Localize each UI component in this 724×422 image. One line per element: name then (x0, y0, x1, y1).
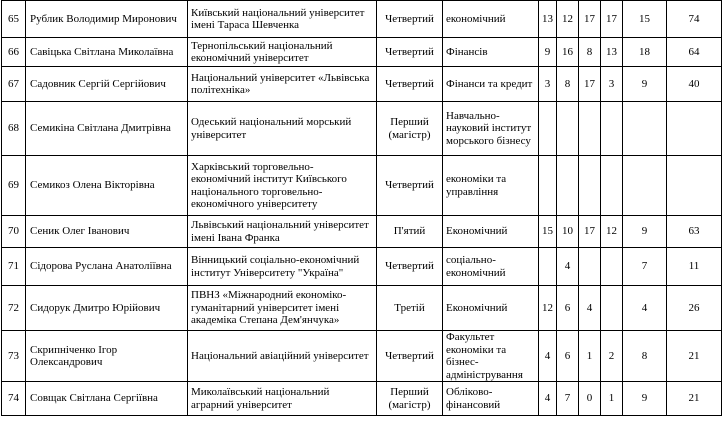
score-4: 13 (601, 38, 623, 67)
participant-name: Савіцька Світлана Миколаївна (26, 38, 188, 67)
row-number: 67 (2, 67, 26, 102)
score-2 (557, 156, 579, 216)
university: Харківський торговельно-економічний інститут Київського національного торговельно-економічного університету (188, 156, 377, 216)
participant-name: Скрипніченко Ігор Олександрович (26, 331, 188, 382)
table-row (2, 67, 722, 102)
score-5: 9 (623, 67, 667, 102)
score-2: 6 (557, 286, 579, 331)
score-1: 4 (539, 382, 557, 416)
university: Київський національний університет імені Тараса Шевченка (188, 1, 377, 38)
score-5: 15 (623, 1, 667, 38)
row-number: 68 (2, 102, 26, 156)
row-number: 70 (2, 216, 26, 248)
score-5: 4 (623, 286, 667, 331)
score-4 (601, 248, 623, 286)
university: Вінницький соціально-економічний інститут Університету "Україна" (188, 248, 377, 286)
faculty: соціально-економічний (443, 248, 539, 286)
row-number: 65 (2, 1, 26, 38)
score-4 (601, 156, 623, 216)
total-score (667, 102, 722, 156)
total-score: 21 (667, 331, 722, 382)
row-number: 72 (2, 286, 26, 331)
table-row (2, 216, 722, 248)
table-row (2, 38, 722, 67)
table-row (2, 286, 722, 331)
score-5: 9 (623, 216, 667, 248)
faculty: Фінанси та кредит (443, 67, 539, 102)
score-4: 3 (601, 67, 623, 102)
faculty: Обліково-фінансовий (443, 382, 539, 416)
score-2: 12 (557, 1, 579, 38)
faculty: Економічний (443, 216, 539, 248)
score-1: 13 (539, 1, 557, 38)
total-score: 64 (667, 38, 722, 67)
table-row (2, 1, 722, 38)
score-2: 8 (557, 67, 579, 102)
score-3 (579, 248, 601, 286)
score-3: 4 (579, 286, 601, 331)
table-row (2, 102, 722, 156)
participant-name: Семикіна Світлана Дмитрівна (26, 102, 188, 156)
score-5: 18 (623, 38, 667, 67)
score-5: 7 (623, 248, 667, 286)
score-5 (623, 102, 667, 156)
score-3 (579, 156, 601, 216)
score-1: 3 (539, 67, 557, 102)
participant-name: Совщак Світлана Сергіївна (26, 382, 188, 416)
row-number: 74 (2, 382, 26, 416)
faculty: економіки та управління (443, 156, 539, 216)
table-row (2, 248, 722, 286)
score-5: 8 (623, 331, 667, 382)
faculty: Навчально-науковий інститут морського бізнесу (443, 102, 539, 156)
table-row (2, 156, 722, 216)
row-number: 73 (2, 331, 26, 382)
total-score: 63 (667, 216, 722, 248)
score-3: 1 (579, 331, 601, 382)
table-row (2, 382, 722, 416)
university: Тернопільський національний економічний університет (188, 38, 377, 67)
course: Третій (377, 286, 443, 331)
table-row (2, 331, 722, 382)
score-3: 17 (579, 67, 601, 102)
course: Четвертий (377, 331, 443, 382)
row-number: 66 (2, 38, 26, 67)
score-2: 7 (557, 382, 579, 416)
participant-name: Семикоз Олена Вікторівна (26, 156, 188, 216)
course: П'ятий (377, 216, 443, 248)
total-score: 21 (667, 382, 722, 416)
score-1: 12 (539, 286, 557, 331)
course: Четвертий (377, 1, 443, 38)
score-1 (539, 248, 557, 286)
participant-name: Сеник Олег Іванович (26, 216, 188, 248)
course: Четвертий (377, 38, 443, 67)
row-number: 71 (2, 248, 26, 286)
score-4: 2 (601, 331, 623, 382)
score-1: 9 (539, 38, 557, 67)
university: Національний університет «Львівська політехніка» (188, 67, 377, 102)
score-5: 9 (623, 382, 667, 416)
total-score: 26 (667, 286, 722, 331)
score-3: 0 (579, 382, 601, 416)
participant-name: Сідорова Руслана Анатоліївна (26, 248, 188, 286)
score-4: 17 (601, 1, 623, 38)
score-3 (579, 102, 601, 156)
participant-name: Сидорук Дмитро Юрійович (26, 286, 188, 331)
faculty: Фінансів (443, 38, 539, 67)
score-1 (539, 156, 557, 216)
participants-table (1, 0, 722, 416)
course: Четвертий (377, 156, 443, 216)
faculty: Факультет економіки та бізнес-адміністрування (443, 331, 539, 382)
total-score (667, 156, 722, 216)
score-4 (601, 102, 623, 156)
university: ПВНЗ «Міжнародний економіко-гуманітарний університет імені академіка Степана Дем'янчука» (188, 286, 377, 331)
score-1: 15 (539, 216, 557, 248)
score-2: 10 (557, 216, 579, 248)
faculty: економічний (443, 1, 539, 38)
score-4 (601, 286, 623, 331)
score-2: 6 (557, 331, 579, 382)
score-3: 17 (579, 216, 601, 248)
university: Львівський національний університет імені Івана Франка (188, 216, 377, 248)
course: Четвертий (377, 67, 443, 102)
course: Четвертий (377, 248, 443, 286)
university: Миколаївський національний аграрний університет (188, 382, 377, 416)
score-3: 8 (579, 38, 601, 67)
participant-name: Садовник Сергій Сергійович (26, 67, 188, 102)
score-5 (623, 156, 667, 216)
participant-name: Рублик Володимир Миронович (26, 1, 188, 38)
total-score: 11 (667, 248, 722, 286)
score-4: 12 (601, 216, 623, 248)
faculty: Економічний (443, 286, 539, 331)
score-2: 4 (557, 248, 579, 286)
total-score: 74 (667, 1, 722, 38)
total-score: 40 (667, 67, 722, 102)
course: Перший (магістр) (377, 102, 443, 156)
row-number: 69 (2, 156, 26, 216)
score-4: 1 (601, 382, 623, 416)
score-1: 4 (539, 331, 557, 382)
course: Перший (магістр) (377, 382, 443, 416)
university: Національний авіаційний університет (188, 331, 377, 382)
university: Одеський національний морський університет (188, 102, 377, 156)
score-2 (557, 102, 579, 156)
score-1 (539, 102, 557, 156)
score-3: 17 (579, 1, 601, 38)
score-2: 16 (557, 38, 579, 67)
